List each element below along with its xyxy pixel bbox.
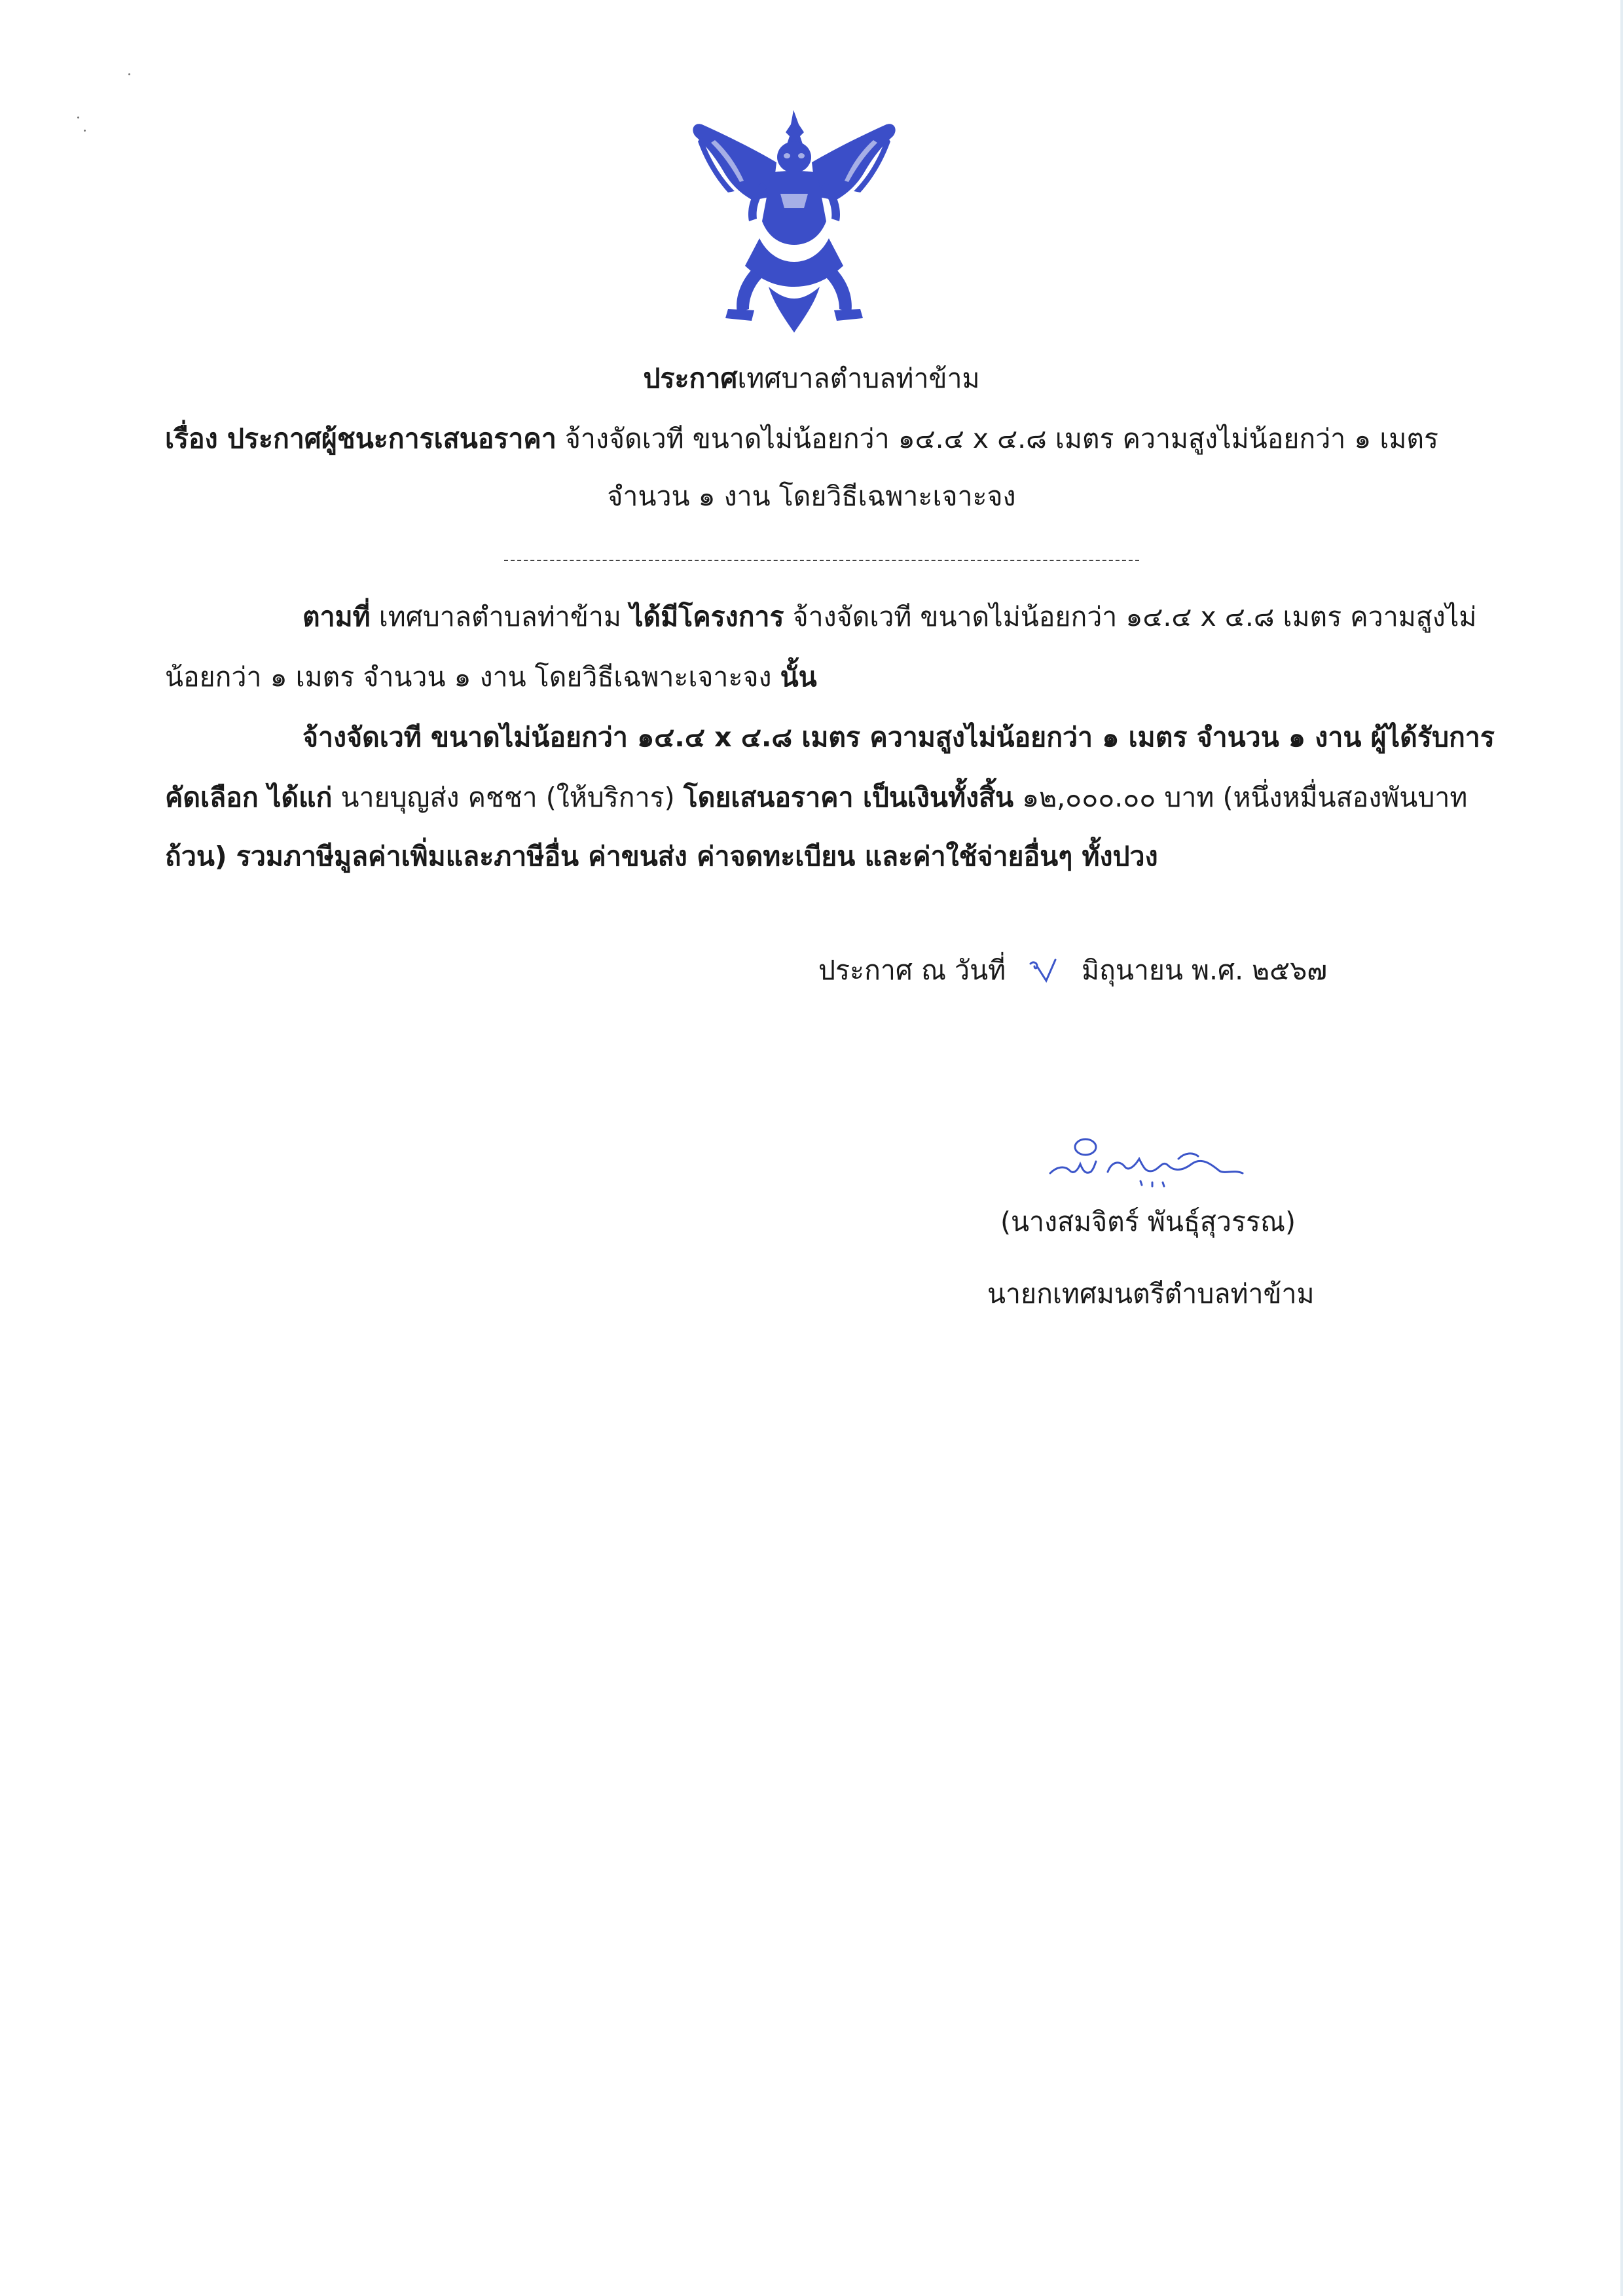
subject-line-1 bbox=[165, 419, 1438, 458]
p2-line3: ถ้วน) รวมภาษีมูลค่าเพิ่มและภาษีอื่น ค่าขนส่ง ค่าจดทะเบียน และค่าใช้จ่ายอื่นๆ ทั้งปวง bbox=[165, 841, 1158, 872]
handwritten-day bbox=[1027, 955, 1059, 987]
signatory-name: (นางสมจิตร์ พันธุ์สุวรรณ) bbox=[1000, 1206, 1296, 1237]
paragraph-2-line-3 bbox=[165, 837, 1158, 876]
scan-speck bbox=[84, 130, 86, 132]
p1-project-label: ได้มีโครงการ bbox=[629, 601, 784, 632]
announcement-date bbox=[818, 951, 1006, 990]
p2-item: จ้างจัดเวที ขนาดไม่น้อยกว่า ๑๔.๔ x ๔.๘ เมตร ความสูงไม่น้อยกว่า ๑ เมตร จำนวน ๑ งาน bbox=[302, 721, 1371, 753]
date-prefix: ประกาศ ณ วันที่ bbox=[818, 955, 1006, 986]
p1-agency: เทศบาลตำบลท่าข้าม bbox=[370, 601, 630, 632]
p1-line2: น้อยกว่า ๑ เมตร จำนวน ๑ งาน โดยวิธีเฉพาะเจาะจง bbox=[165, 661, 780, 693]
subject-line-2: จำนวน ๑ งาน โดยวิธีเฉพาะเจาะจง bbox=[607, 481, 1016, 512]
p2-selected-label: คัดเลือก ได้แก่ bbox=[165, 782, 333, 813]
signatory-position: นายกเทศมนตรีตำบลท่าข้าม bbox=[987, 1278, 1315, 1309]
p1-label: ตามที่ bbox=[302, 601, 371, 632]
page-right-border bbox=[1620, 0, 1623, 2296]
paragraph-1-line-1 bbox=[302, 597, 1476, 636]
p2-price-label: โดยเสนอราคา เป็นเงินทั้งสิ้น bbox=[683, 782, 1014, 813]
garuda-emblem bbox=[689, 110, 900, 337]
separator bbox=[504, 560, 1139, 561]
p2-vendor: นายบุญส่ง คชชา (ให้บริการ) bbox=[332, 782, 684, 813]
subject-bold: เรื่อง ประกาศผู้ชนะการเสนอราคา bbox=[165, 423, 556, 454]
paragraph-2-line-1 bbox=[302, 718, 1495, 757]
p1-end: นั้น bbox=[780, 661, 817, 693]
paragraph-1-line-2 bbox=[165, 657, 817, 697]
paragraph-2-line-2 bbox=[165, 778, 1467, 817]
scan-speck bbox=[128, 73, 130, 75]
handwritten-signature bbox=[1048, 1133, 1270, 1205]
p2-winner-label: ผู้ได้รับการ bbox=[1370, 721, 1495, 753]
scan-speck bbox=[77, 117, 79, 118]
title-rest: เทศบาลตำบลท่าข้าม bbox=[737, 363, 980, 394]
title-bold: ประกาศ bbox=[643, 363, 738, 394]
subject-rest: จ้างจัดเวที ขนาดไม่น้อยกว่า ๑๔.๔ x ๔.๘ เมตร ความสูงไม่น้อยกว่า ๑ เมตร bbox=[564, 423, 1439, 454]
document-title bbox=[0, 359, 1623, 398]
date-suffix: มิถุนายน พ.ศ. ๒๕๖๗ bbox=[1082, 955, 1328, 986]
p2-price: ๑๒,๐๐๐.๐๐ บาท (หนึ่งหมื่นสองพันบาท bbox=[1013, 782, 1468, 813]
p1-project: จ้างจัดเวที ขนาดไม่น้อยกว่า ๑๔.๔ x ๔.๘ เมตร ความสูงไม่ bbox=[784, 601, 1477, 632]
